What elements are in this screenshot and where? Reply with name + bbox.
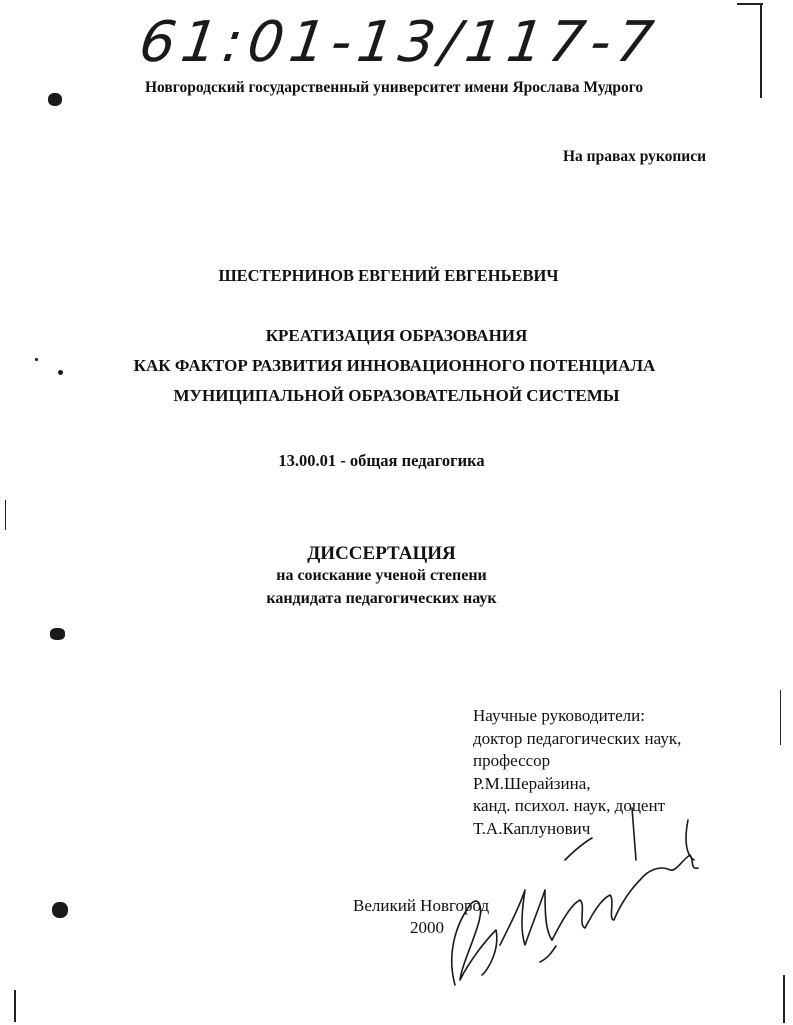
signature-stroke-4 (640, 855, 698, 880)
university-name: Новгородский государственный университет имени Ярослава Мудрого (145, 79, 644, 96)
supervisors-line-6: Т.А.Каплунович (473, 818, 591, 838)
supervisors-line-2: доктор педагогических наук, (473, 728, 682, 748)
supervisors-line-3: профессор (473, 751, 551, 770)
title-line-1: КРЕАТИЗАЦИЯ ОБРАЗОВАНИЯ (265, 326, 528, 345)
signature-stroke-1 (452, 901, 497, 985)
signature-stroke-8 (540, 946, 556, 962)
year: 2000 (410, 918, 444, 937)
specialty-code: 13.00.01 - общая педагогика (278, 451, 485, 470)
supervisors-line-5: канд. психол. наук, доцент (473, 796, 666, 815)
signature-stroke-2 (500, 890, 552, 945)
supervisors-line-4: Р.М.Шерайзина, (473, 773, 591, 793)
signature-stroke-5 (686, 820, 694, 860)
city-name: Великий Новгород (353, 896, 490, 915)
work-type: ДИССЕРТАЦИЯ (307, 543, 456, 564)
supervisors-line-1: Научные руководители: (473, 706, 645, 725)
rights-note: На правах рукописи (563, 148, 707, 165)
signature-stroke-7 (632, 808, 636, 860)
title-line-3: МУНИЦИПАЛЬНОЙ ОБРАЗОВАТЕЛЬНОЙ СИСТЕМЫ (173, 386, 620, 405)
title-line-2: КАК ФАКТОР РАЗВИТИЯ ИННОВАЦИОННОГО ПОТЕНЦИАЛА (133, 356, 656, 375)
handwritten-catalog-number: 61:01-13/117-7 (135, 10, 664, 75)
author-name: ШЕСТЕРНИНОВ ЕВГЕНИЙ ЕВГЕНЬЕВИЧ (218, 266, 559, 285)
degree-line-1: на соискание ученой степени (276, 567, 487, 584)
degree-line-2: кандидата педагогических наук (266, 590, 497, 607)
signature-stroke-6 (565, 838, 592, 860)
signature-stroke-3 (552, 880, 640, 940)
